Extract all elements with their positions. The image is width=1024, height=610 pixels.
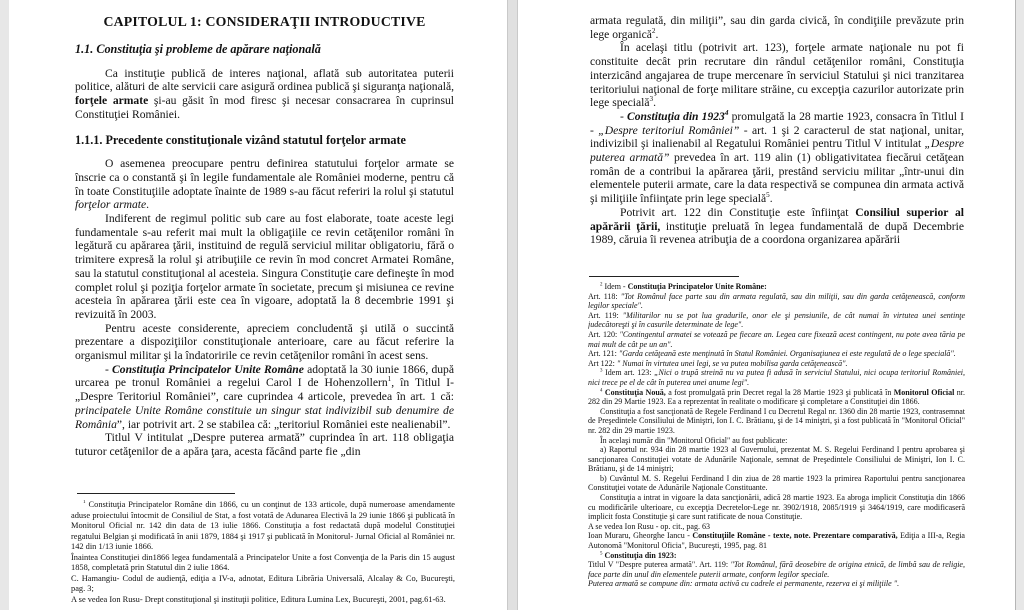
footnote-reference: 3 [649,95,654,104]
footnote-line: A se vedea Ion Rusu - op. cit., pag. 63 [588,521,710,531]
footnote-line: Constituţia a intrat in vigoare la data sancţionării, adică 28 martie 1923. Ea abroga implicit Constituţia din 1866 cu modificările ulterioare, cu excepţia Decretelor-Lege nr. 3902/1918, 2085/1919 şi 3464/1919, care modificaseră implicit fosta Constituţie şi care sunt ratificate de noua Constituţie. [588,493,965,522]
footnote-reference: 5 [600,550,603,556]
footnote-line: Ioan Muraru, Gheorghe Iancu - Constituţiile Române - texte, note. Prezentare comparativă, Ediţia a III-a, Regia Autonomă "Monitorul Oficia", Bucureşti, 1995, pag. 81 [588,531,965,551]
footnote-reference: 2 [600,282,603,288]
paragraph: Pentru aceste considerente, apreciem concludentă şi utilă o succintă prezentare a dispoziţiilor constituţionale anterioare, care au făcut referire la organismul militar şi la îndatoririle ce revin cetăţenilor români în acest sens. [75,321,454,363]
footnote-line: Constituţia a fost sancţionată de Regele Ferdinand I cu Decretul Regal nr. 1360 din 28 martie 1923, contrasemnat de Preşedintele Consiliului de Miniştri, Ion I. C. Brătianu, şi de 14 miniştri, şi a fost publicată în "Monitorul Oficial" nr. 282 din 29 martie 1923. [588,406,965,435]
footnote-line: C. Hamangiu- Codul de audienţă, ediţia a IV-a, adnotat, Editura Librăria Universală, Alcalay & Co, Bucureşti, pag. 3; [71,573,455,593]
footnote-line: Titlul V "Despre puterea armată". Art. 119: "Tot Românul, fără deosebire de origina etnică, de limbă sau de religie, face parte din unul din elementele puterii armate, conform legilor speciale. [588,560,965,579]
paragraph: O asemenea preocupare pentru definirea statutului forţelor armate se înscrie ca o constantă şi în legile fundamentale ale României moderne, pentru că în toate Constituţiile adoptate înainte de 1989 s-au făcut referiri la rolul şi statutul forţelor armate. [75,157,454,212]
footnote-reference: 1 [83,500,86,506]
footnote-line: $^4$ Constituţia Nouă, a fost promulgată prin Decret regal la 28 Martie 1923 şi publicată în Monitorul Oficial nr. 282 din 29 Martie 1923. Ea a reprezentat în realitate o modificare şi completare a Constituţiei din 1866. [588,387,965,407]
chapter-title: CAPITOLUL 1: CONSIDERAŢII INTRODUCTIVE [103,14,426,29]
paragraph: - Constituţia din 1923$^4$ promulgată la 28 martie 1923, consacra în Titlul I - „Despre teritoriul României” - art. 1 şi 2 caracterul de stat naţional, unitar, indivizibil şi inalienabil al Regatului României pentru Titlul V intitulat „Despre puterea armată” prevedea în art. 119 alin (1) obligativitatea fiecărui cetăţean român de a contribui la apărarea ţării, prestând serviciu militar „într-unui din elementele puterii armate, care la data respectivă se compunea din armata activă şi miliţiile înfiinţate prin lege specială$^5$. [590,109,964,206]
paragraph: Indiferent de regimul politic sub care au fost elaborate, toate aceste legi fundamentale s-au referit mai mult la obligaţiile ce revin cetăţenilor români în legătură cu apărarea ţării, instituind de regulă serviciul militar obligatoriu, fără o trimitere expresă la rolul şi atribuţiile ce revin în mod concret Armatei Române, sau la statutul constituţional al acesteia. Singura Constituţie care defineşte în mod complet rolul şi poziţia forţelor armate în societate, precum şi misiunea ce revine acesteia în apărarea ţării este cea în vigoare, adoptată la 8 decembrie 1991 şi revizuită în 2003. [75,212,454,321]
footnote-line: Art. 119: "Militarilor nu se pot lua gradurile, onor ele şi pensiunile, de cât numai în virtutea unei sentinţe judecătoreşti şi în casurile determinate de lege". [588,310,965,330]
footnote-reference: 4 [724,109,729,118]
page-gutter [507,0,518,610]
footnote-line: A se vedea Ion Rusu- Drept constituţional şi instituţii politice, Editura Lumina Lex, Bucureşti, 2001, pag.61-63. [71,594,446,604]
footnote-line: $^5$ Constituţia din 1923: [600,550,677,560]
footnote-reference: 2 [651,26,656,35]
section-heading-1-1-1: 1.1.1. Precedente constituţionale vizând statutul forţelor armate [75,132,406,147]
footnote-line: Art 122: " Numai în virtutea unei legi, se va putea mobilisa garda cetăţenească". [588,358,848,368]
footnote-line: Art. 121: "Garda cetăţeană este menţinută în Statul României. Organisaţiunea ei este regulată de o lege specială". [588,349,956,359]
footnote-line: b) Cuvântul M. S. Regelui Ferdinand I din ziua de 28 martie 1923 la primirea Raportului pentru sancţionarea Constituţiei votate de Adunările Naţionale Constituante. [588,473,965,493]
footnote-line: Înaintea Constituţiei din1866 legea fundamentală a Principatelor Unite a fost Convenţia de la Paris din 15 august 1858, completată prin Statutul din 2 iulie 1864. [71,552,455,572]
paragraph: Ca instituţie publică de interes naţional, aflată sub autoritatea puterii politice, alături de alte servicii care asigură ordinea publică şi siguranţa naţională, forţele armate şi-au găsit în mod firesc şi necesar consacrarea în cuprinsul Constituţiei României. [75,66,454,121]
footnote-line: $^3$ Idem art. 123: „Nici o trupă streină nu va putea fi adusă în serviciul Statului, nici ocupa teritoriul României, nici trece pe el de cât în puterea unei anume legi". [588,368,965,387]
section-heading-1-1: 1.1. Constituţia şi probleme de apărare naţională [75,42,321,56]
paragraph: Titlul V intitulat „Despre puterea armată” cuprindea în art. 118 obligaţia tuturor cetăţenilor de a apăra ţara, acesta făcând parte fie „din [75,431,454,458]
paragraph: - Constituţia Principatelor Unite Române adoptată la 30 iunie 1866, după urcarea pe tronul României a regelui Carol I de Hohenzollern$^1$, în Titlul I- „Despre Teritoriul României”, care cuprindea 4 articole, prevedea în art. 1 că: principatele Unite Române constituie un singur stat indivizibil sub denumire de România”, iar potrivit art. 2 se stabilea că: „teritoriul României este nealienabil”. [75,362,454,431]
footnote-line: În acelaşi număr din "Monitorul Oficial" au fost publicate: [600,435,788,445]
footnote-line: Puterea armată se compune din: armata activă cu cadrele ei permanente, rezerva ei şi miliţiile ". [588,579,900,589]
footnote-reference: 5 [766,191,770,200]
footnote-separator-left [77,493,235,494]
page-left-footnotes [71,500,455,610]
footnote-line: a) Raportul nr. 934 din 28 martie 1923 al Guvernului, prezentat M. S. Regelui Ferdinand I pentru aprobarea şi sancţionarea Constituţiei votate de Adunările Naţionale, semnat de Preşedintele Consiliului de Miniştri, Ion I. C. Brătianu, şi de 14 miniştri; [588,445,965,474]
page-left-body [75,12,454,490]
paragraph: armata regulată, din miliţii”, sau din garda civică, în condiţiile prevăzute prin lege organică$^2$. [590,14,964,41]
paragraph: Potrivit art. 122 din Constituţie este înfiinţat Consiliul superior al apărării ţării, instituţie preluată în legea fundamentală de după Decembrie 1989, căruia îi revenea atribuţia de a coordona organizarea apărării [590,205,964,247]
footnote-separator-right [589,276,739,277]
paragraph: În acelaşi titlu (potrivit art. 123), forţele armate naţionale nu pot fi constituite decât prin recrutare din rândul cetăţenilor români, Constituţia interzicând angajarea de trupe mercenare în serviciul Statului şi nici tranzitarea teritoriului naţional de forţe militare străine, cu excepţia cazurilor autorizate prin lege specială$^3$. [590,41,964,110]
footnote-reference: 4 [600,387,603,393]
page-left [9,0,507,610]
page-right-body [590,14,964,274]
footnote-reference: 3 [600,368,603,374]
footnote-line: Art. 118: "Tot Românul face parte sau din armata regulată, sau din miliţii, sau din garda cetăţenească, conform legilor speciale". [588,291,965,311]
footnote-line: $^1$ Constituţia Principatelor Române din 1866, cu un conţinut de 133 articole, după numeroase amendamente aduse proiectului întocmit de Consiliul de Stat, a fost votată de Adunarea Electivă la 29 iunie 1866 şi publicată în Monitorul Oficial nr. 142 din data de 13 iulie 1866. Constituţia a fost redactată după modelul Constituţiei regatului Belgian şi modificată în anii 1879, 1884 şi 1917 şi publicată în Monitorul- Jurnal Oficial al României nr. 142 din 1/13 iunie 1866. [71,500,455,551]
footnote-line: $^2$ Idem - Constituţia Principatelor Unite Române: [600,282,767,291]
footnote-line: Art. 120: "Contingentul armatei se votează pe fiecare an. Legea care fixează acest contingent, nu pote avea tăria pe mai mult de cât pe un an". [588,329,965,349]
page-right [518,0,1015,610]
viewer-background-right [1015,0,1024,610]
footnote-reference: 1 [387,375,392,384]
page-right-footnotes [588,282,965,610]
